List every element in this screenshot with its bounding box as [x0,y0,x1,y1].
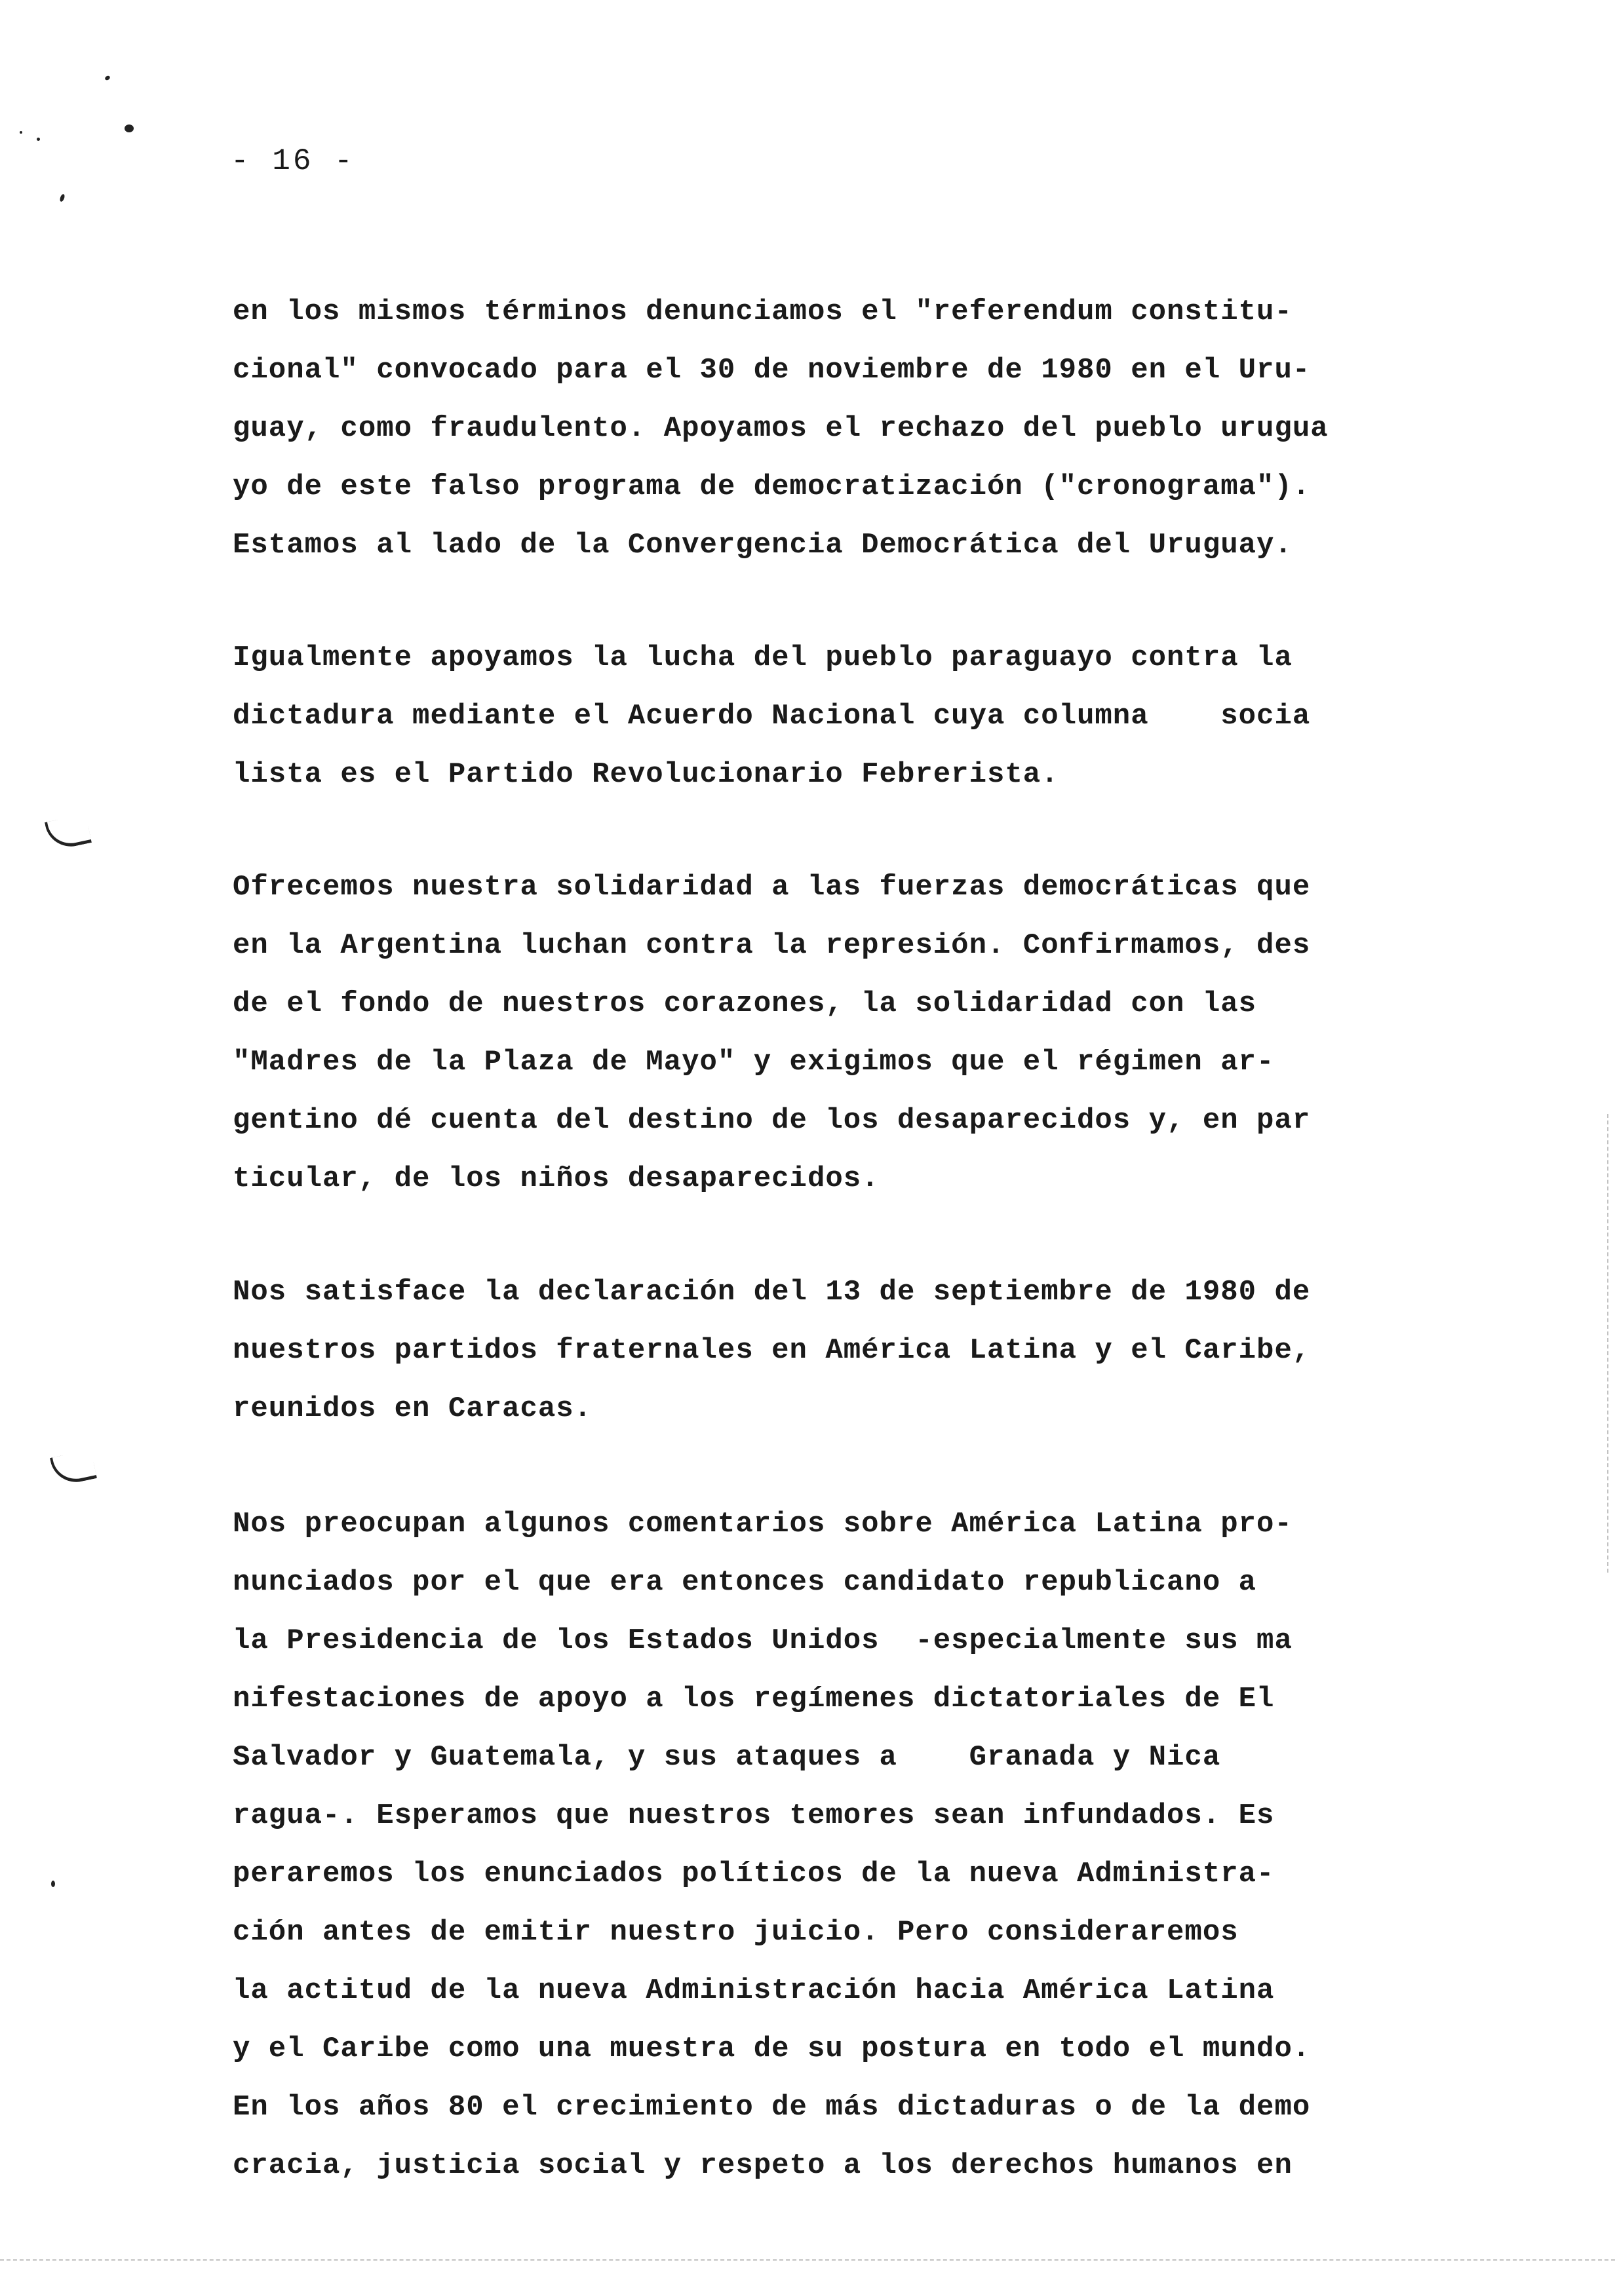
text-line: nifestaciones de apoyo a los regímenes dictatoriales de El [233,1683,1275,1715]
text-line: en los mismos términos denunciamos el "referendum constitu- [233,296,1293,328]
text-line: nunciados por el que era entonces candidato republicano a [233,1566,1257,1599]
text-line: la Presidencia de los Estados Unidos -especialmente sus ma [233,1624,1293,1657]
text-line: Ofrecemos nuestra solidaridad a las fuerzas democráticas que [233,871,1311,904]
margin-speck [125,124,134,132]
punch-hole-mark [45,814,92,851]
paragraph-estados-unidos [233,1495,1452,2195]
text-line: guay, como fraudulento. Apoyamos el rechazo del pueblo urugua [233,412,1329,445]
text-line: nuestros partidos fraternales en América Latina y el Caribe, [233,1334,1311,1367]
text-line: lista es el Partido Revolucionario Febrerista. [233,758,1059,791]
text-line: "Madres de la Plaza de Mayo" y exigimos que el régimen ar- [233,1046,1275,1079]
text-line: cional" convocado para el 30 de noviembre de 1980 en el Uru- [233,354,1311,387]
punch-hole-mark [50,1449,97,1487]
page-number: - 16 - [231,144,355,178]
margin-speck [104,75,111,81]
paragraph-paraguay [233,629,1452,804]
text-line: cracia, justicia social y respeto a los derechos humanos en [233,2149,1293,2182]
text-line: reunidos en Caracas. [233,1392,593,1425]
text-line: y el Caribe como una muestra de su postura en todo el mundo. [233,2033,1311,2065]
text-line: Igualmente apoyamos la lucha del pueblo paraguayo contra la [233,641,1293,674]
text-line: Salvador y Guatemala, y sus ataques a Granada y Nica [233,1741,1221,1774]
text-line: gentino dé cuenta del destino de los desaparecidos y, en par [233,1104,1311,1137]
text-line: ción antes de emitir nuestro juicio. Pero consideraremos [233,1916,1239,1949]
text-line: Nos satisface la declaración del 13 de septiembre de 1980 de [233,1276,1311,1309]
text-line: ticular, de los niños desaparecidos. [233,1162,880,1195]
text-line: En los años 80 el crecimiento de más dictaduras o de la demo [233,2091,1311,2124]
margin-speck [59,193,66,202]
text-line: peraremos los enunciados políticos de la nueva Administra- [233,1858,1275,1890]
paragraph-argentina [233,858,1452,1208]
paragraph-uruguay [233,283,1452,575]
text-line: Nos preocupan algunos comentarios sobre América Latina pro- [233,1508,1293,1540]
text-line: dictadura mediante el Acuerdo Nacional cuya columna socia [233,700,1311,733]
text-line: ragua-. Esperamos que nuestros temores sean infundados. Es [233,1799,1275,1832]
paragraph-caracas [233,1263,1452,1438]
margin-speck [51,1881,55,1887]
scan-edge-line [0,2259,1615,2261]
text-line: Estamos al lado de la Convergencia Democrática del Uruguay. [233,529,1293,562]
scan-edge-line [1607,1114,1608,1573]
margin-speck [37,138,40,141]
text-line: de el fondo de nuestros corazones, la solidaridad con las [233,987,1257,1020]
text-line: la actitud de la nueva Administración hacia América Latina [233,1974,1275,2007]
text-line: yo de este falso programa de democratización ("cronograma"). [233,470,1311,503]
text-line: en la Argentina luchan contra la represión. Confirmamos, des [233,929,1311,962]
margin-speck [20,131,22,134]
